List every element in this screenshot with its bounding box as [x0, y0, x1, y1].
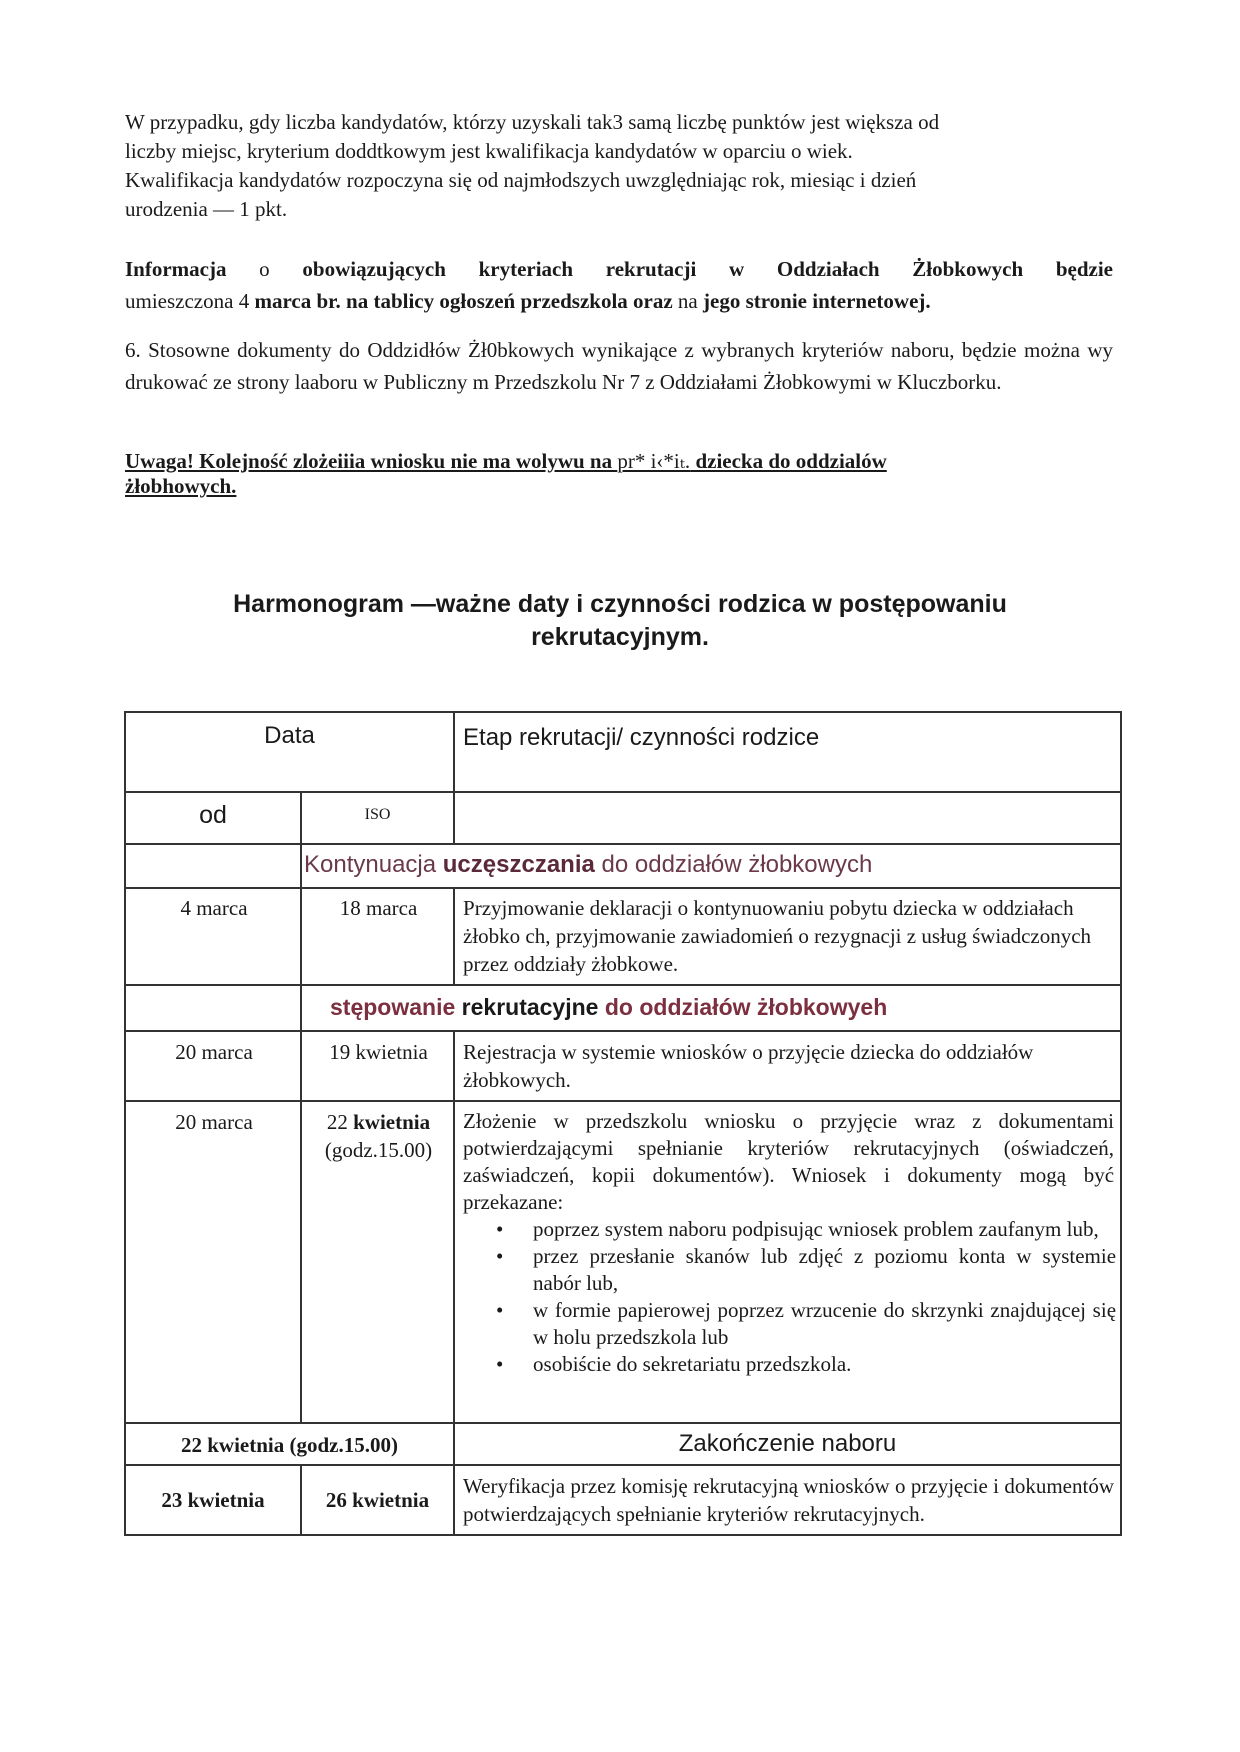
header-stage-cell [454, 712, 1121, 792]
text-span: na [672, 289, 703, 313]
closing-date: 22 kwietnia (godz.15.00) [181, 1433, 398, 1457]
closing-date-cell [125, 1423, 454, 1465]
table-row [125, 888, 1121, 985]
subheader-from-cell [125, 792, 301, 844]
date-to-cell [301, 1101, 454, 1423]
bold-span: obowiązujących kryteriach rekrutacji w Oddziałach Żłobkowych będzie [302, 257, 1113, 281]
schedule-table [124, 711, 1122, 1536]
table-row [125, 1031, 1121, 1101]
date-from-cell: 20 marca [125, 1031, 301, 1101]
header-stage: Etap rekrutacji/ czynności rodzice [463, 724, 820, 751]
date-to-cell: 26 kwietnia [301, 1465, 454, 1535]
list-item: • poprzez system naboru podpisując wniosek problem zaufanym lub, [533, 1216, 1120, 1243]
text-line: urodzenia — 1 pkt. [125, 197, 288, 221]
text-line: Kwalifikacja kandydatów rozpoczyna się od najmłodszych uwzględniając rok, miesiąc i dzień [125, 168, 917, 192]
paragraph-documents: 6. Stosowne dokumenty do Oddzidłów Żł0bkowych wynikające z wybranych kryteriów naboru, będzie można wy drukować ze strony laaboru w Publiczny m Przedszkolu Nr 7 z Oddziałami Żłobkowymi w Kluczborku. [125, 338, 1113, 394]
subheader-to-cell [301, 792, 454, 844]
paragraph-notice [125, 449, 1085, 499]
title-line: Harmonogram —ważne daty i czynności rodzica w postępowaniu [233, 590, 1007, 618]
description-cell [454, 1101, 1121, 1423]
date-to-cell: 19 kwietnia [301, 1031, 454, 1101]
description-cell: Przyjmowanie deklaracji o kontynuowaniu pobytu dziecka w oddziałach żłobko ch, przyjmowanie zawiadomień o rezygnacji z usług świadczonych przez oddziały żłobkowe. [454, 888, 1121, 985]
section-empty-cell [125, 844, 301, 888]
table-row [125, 1101, 1121, 1423]
date-to-cell: 18 marca [301, 888, 454, 985]
list-item: • w formie papierowej poprzez wrzucenie do skrzynki znajdującej się w holu przedszkola lub [533, 1297, 1120, 1351]
page-title [125, 588, 1115, 654]
section-label: Kontynuacja uczęszczania do oddziałów żłobkowych [304, 851, 873, 878]
title-line: rekrutacyjnym. [531, 623, 709, 651]
paragraph-information [125, 253, 1113, 317]
description-text: Złożenie w przedszkolu wniosku o przyjęcie wraz z dokumentami potwierdzającymi spełnianie kryteriów rekrutacyjnych (oświadczeń, zaświadczeń, kopii dokumentów). Wniosek i dokumenty mogą być przekazane: [463, 1109, 1115, 1214]
text-line: W przypadku, gdy liczba kandydatów, którzy uzyskali tak3 samą liczbę punktów jest większa od [125, 110, 940, 134]
date-to: 22 kwietnia (godz.15.00) [324, 1110, 433, 1162]
text-span: umieszczona 4 [125, 289, 255, 313]
header-date-cell [125, 712, 454, 792]
date-from-cell: 23 kwietnia [125, 1465, 301, 1535]
bold-span: Informacja [125, 257, 227, 281]
table-row-closing [125, 1423, 1121, 1465]
section-row-continuation [125, 844, 1121, 888]
text-line: liczby miejsc, kryterium doddtkowym jest kwalifikacja kandydatów w oparciu o wiek. [125, 139, 853, 163]
header-date: Data [264, 722, 315, 749]
bold-span: jego stronie internetowej. [703, 289, 931, 313]
paragraph-tie-break [125, 108, 1085, 224]
subheader-from: od [199, 801, 227, 829]
date-from-cell: 4 marca [125, 888, 301, 985]
subheader-empty-cell [454, 792, 1121, 844]
section-label-cell [301, 844, 1121, 888]
description-cell: Rejestracja w systemie wniosków o przyjęcie dziecka do oddziałów żłobkowych. [454, 1031, 1121, 1101]
bold-span: marca br. na tablicy ogłoszeń przedszkola oraz [254, 289, 673, 313]
date-from-cell: 20 marca [125, 1101, 301, 1423]
text-span: o [226, 257, 303, 281]
notice-text: żłobhowych. [125, 474, 237, 498]
description-cell: Weryfikacja przez komisję rekrutacyjną wniosków o przyjęcie i dokumentów potwierdzających spełnianie kryteriów rekrutacyjnych. [454, 1465, 1121, 1535]
table-row [125, 1465, 1121, 1535]
list-item: • przez przesłanie skanów lub zdjęć z poziomu konta w systemie nabór lub, [533, 1243, 1120, 1297]
list-item: • osobiście do sekretariatu przedszkola. [533, 1351, 1120, 1378]
subheader-to: ISO [364, 806, 391, 823]
section-label: stępowanie rekrutacyjne do oddziałów żłobkowyeh [330, 994, 888, 1020]
section-row-recruitment [125, 985, 1121, 1031]
submission-methods-list [455, 1216, 1120, 1422]
table-header-row [125, 712, 1121, 792]
section-label-cell [301, 985, 1121, 1031]
closing-label: Zakończenie naboru [678, 1430, 897, 1457]
notice-garbled-text: pr* i‹*iₜ. [617, 449, 691, 473]
notice-text: Uwaga! Kolejność zlożeiiia wniosku nie ma wolywu na [125, 449, 618, 473]
section-empty-cell [125, 985, 301, 1031]
notice-text: dziecka do oddzialów [690, 449, 887, 473]
table-subheader-row [125, 792, 1121, 844]
closing-label-cell [454, 1423, 1121, 1465]
